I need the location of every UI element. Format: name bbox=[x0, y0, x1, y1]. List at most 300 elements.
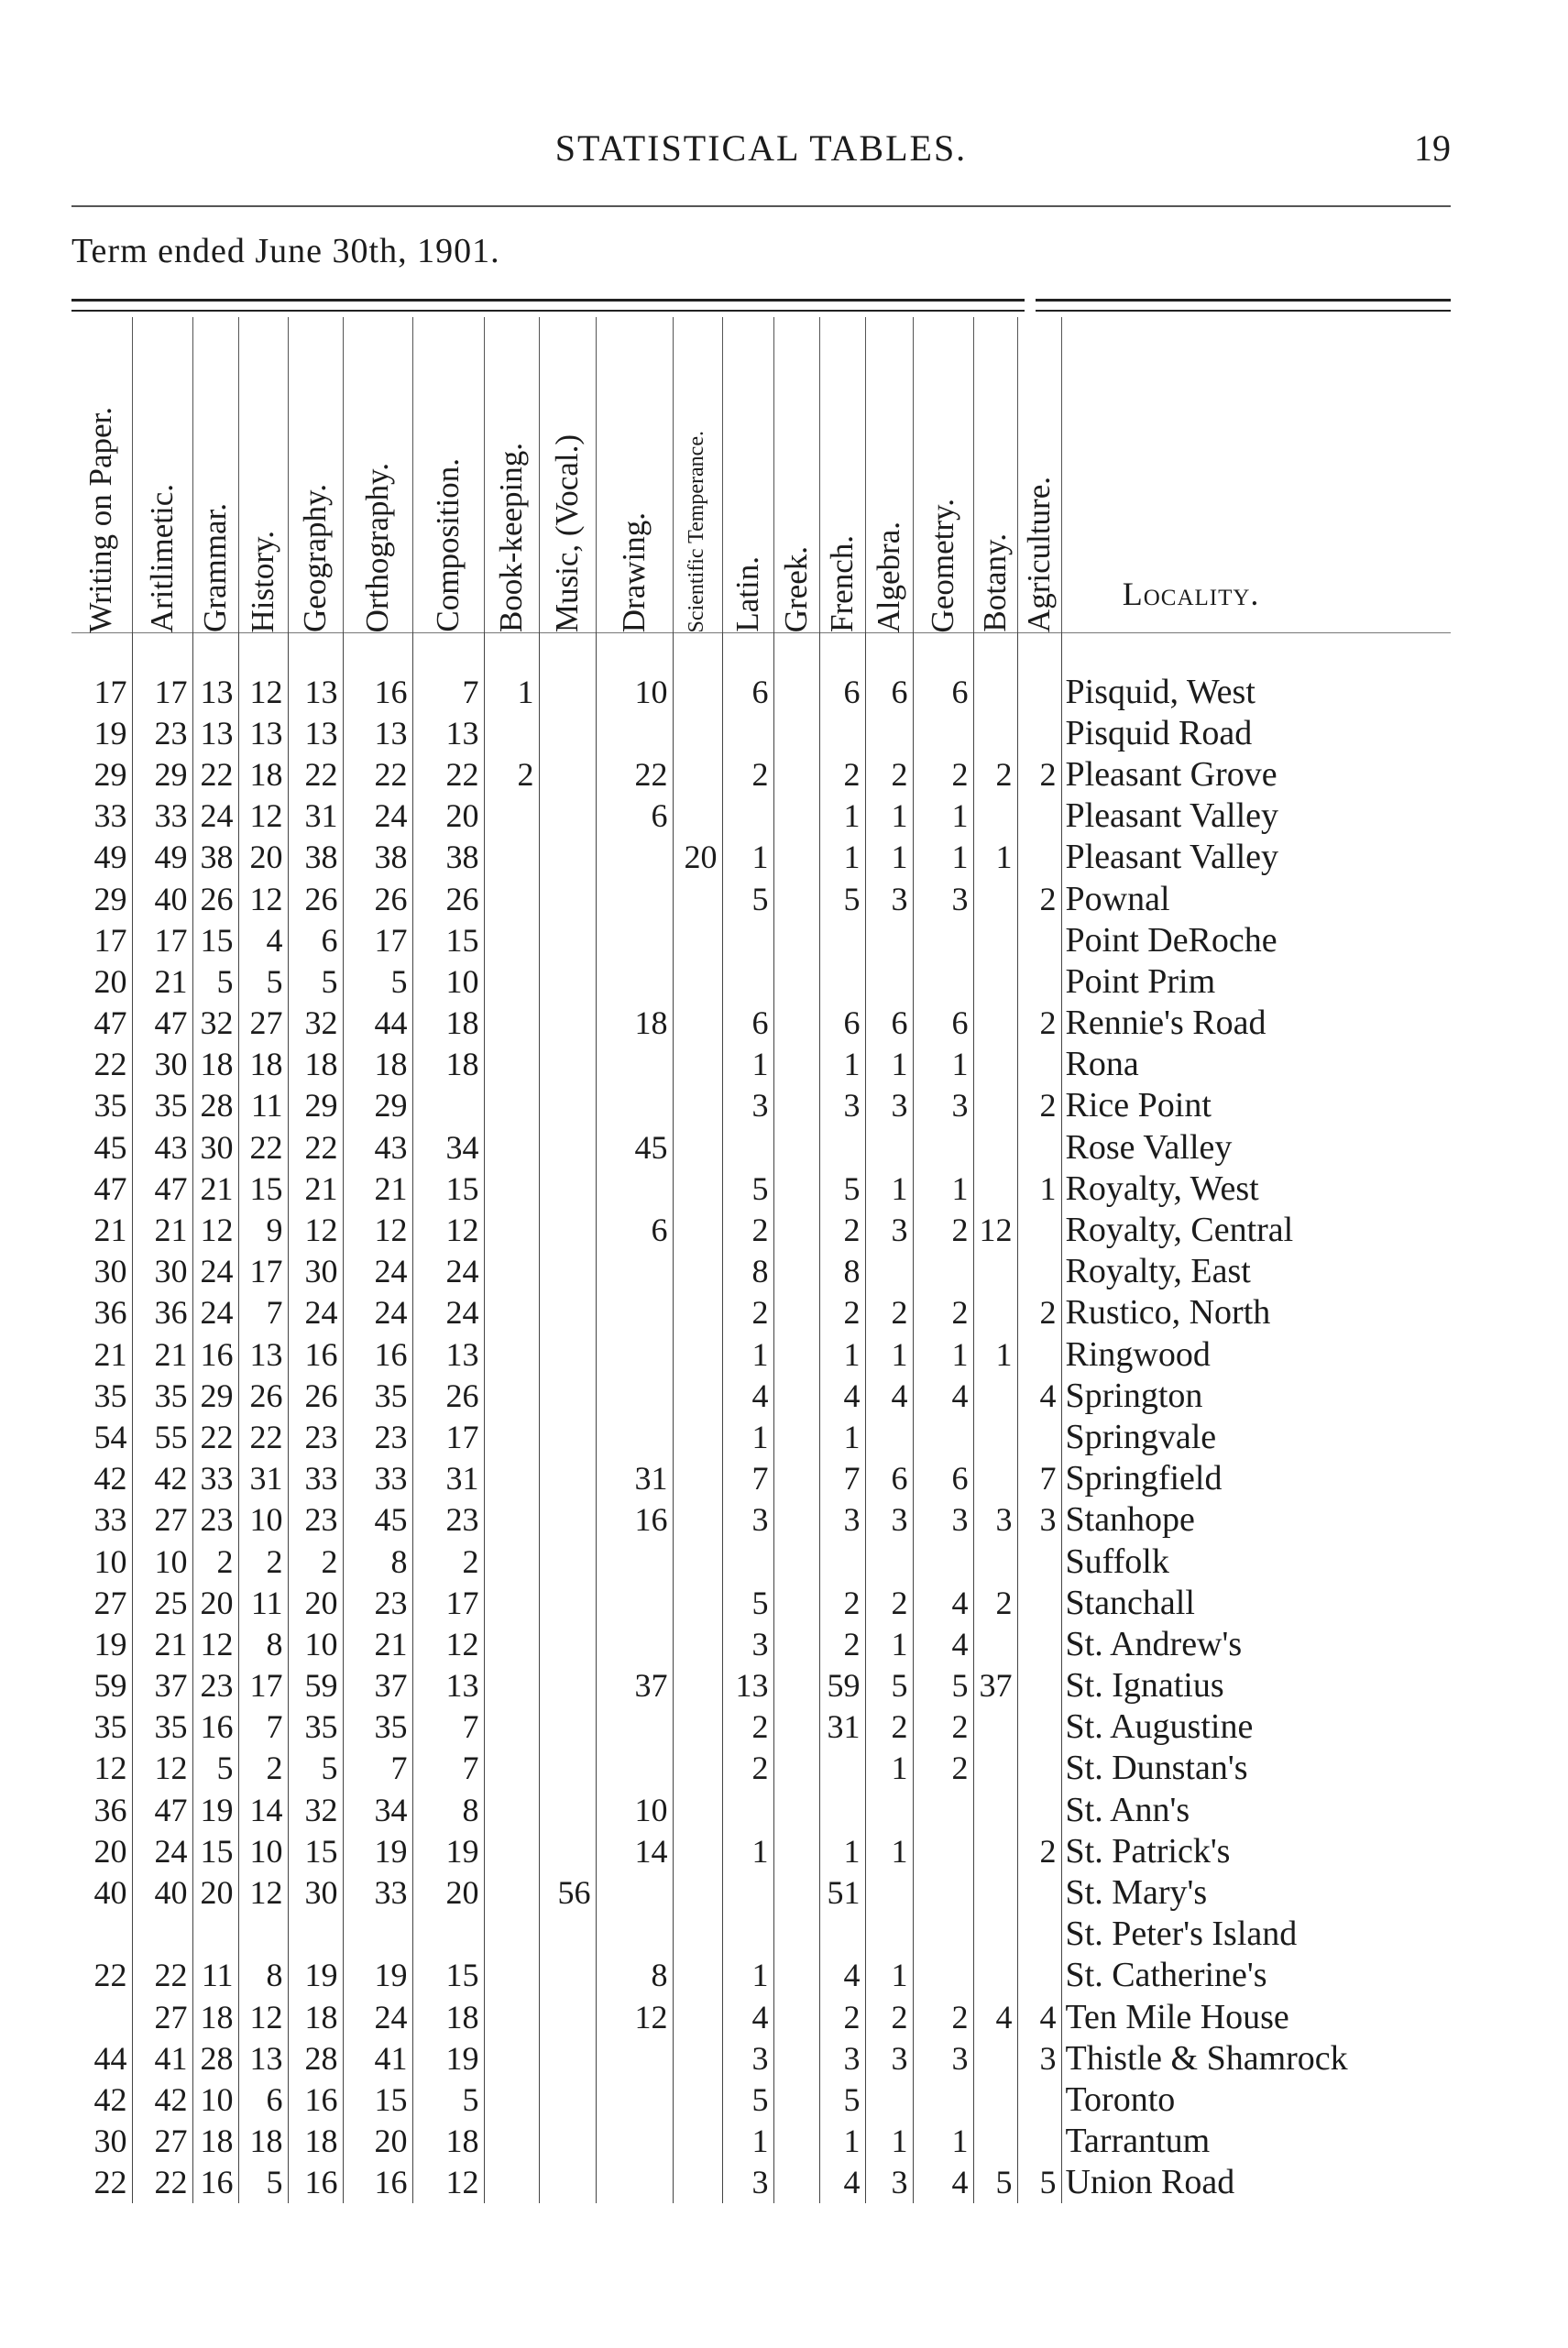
count-cell: 41 bbox=[343, 2037, 412, 2079]
count-cell: 3 bbox=[722, 1499, 773, 1541]
locality-cell: Royalty, Central bbox=[1061, 1209, 1348, 1250]
count-cell bbox=[596, 919, 673, 960]
table-row bbox=[71, 1914, 1348, 1955]
count-cell bbox=[973, 878, 1017, 919]
count-cell bbox=[722, 960, 773, 1002]
count-cell bbox=[673, 1996, 722, 2037]
count-cell: 31 bbox=[412, 1458, 484, 1499]
count-cell: 3 bbox=[865, 1209, 913, 1250]
count-cell bbox=[596, 2162, 673, 2203]
count-cell bbox=[539, 837, 596, 878]
count-cell: 33 bbox=[343, 1458, 412, 1499]
header-rule bbox=[71, 205, 1451, 207]
count-cell: 2 bbox=[1017, 1830, 1061, 1871]
locality-cell: Royalty, East bbox=[1061, 1251, 1348, 1292]
count-cell: 24 bbox=[132, 1830, 192, 1871]
count-cell: 6 bbox=[913, 632, 973, 712]
count-cell bbox=[596, 1333, 673, 1375]
count-cell: 7 bbox=[722, 1458, 773, 1499]
count-cell bbox=[673, 1251, 722, 1292]
locality-cell: Point DeRoche bbox=[1061, 919, 1348, 960]
table-row bbox=[71, 712, 1348, 753]
count-cell: 1 bbox=[913, 795, 973, 837]
count-cell bbox=[1017, 1416, 1061, 1457]
count-cell bbox=[773, 1085, 819, 1126]
count-cell: 21 bbox=[132, 1333, 192, 1375]
count-cell bbox=[673, 1871, 722, 1913]
count-cell: 4 bbox=[819, 1375, 865, 1416]
count-cell bbox=[673, 1582, 722, 1623]
count-cell bbox=[484, 712, 539, 753]
table-row bbox=[71, 2037, 1348, 2079]
count-cell: 54 bbox=[93, 1418, 127, 1455]
count-cell bbox=[722, 1789, 773, 1830]
count-cell bbox=[539, 712, 596, 753]
count-cell bbox=[1017, 1914, 1061, 1955]
count-cell: 35 bbox=[343, 1706, 412, 1748]
count-cell bbox=[539, 1168, 596, 1209]
count-cell: 28 bbox=[288, 2037, 343, 2079]
count-cell: 16 bbox=[343, 2162, 412, 2203]
count-cell: 2 bbox=[722, 1706, 773, 1748]
count-cell: 18 bbox=[288, 1044, 343, 1085]
count-cell: 29 bbox=[93, 755, 127, 793]
count-cell bbox=[132, 1914, 192, 1955]
count-cell: 1 bbox=[865, 1168, 913, 1209]
count-cell bbox=[596, 2079, 673, 2120]
term-caption: Term ended June 30th, 1901. bbox=[71, 232, 500, 270]
count-cell bbox=[596, 1748, 673, 1789]
count-cell: 6 bbox=[865, 1458, 913, 1499]
table-row bbox=[71, 1665, 1348, 1706]
count-cell: 2 bbox=[819, 1209, 865, 1250]
count-cell: 18 bbox=[288, 1996, 343, 2037]
count-cell bbox=[673, 2079, 722, 2120]
count-cell bbox=[722, 1914, 773, 1955]
count-cell bbox=[673, 1541, 722, 1582]
count-cell: 3 bbox=[865, 2037, 913, 2079]
count-cell: 7 bbox=[1017, 1458, 1061, 1499]
count-cell: 51 bbox=[819, 1871, 865, 1913]
count-cell: 22 bbox=[238, 1126, 288, 1168]
count-cell: 40 bbox=[132, 1871, 192, 1913]
count-cell bbox=[539, 1623, 596, 1664]
count-cell: 16 bbox=[192, 2162, 238, 2203]
count-cell: 2 bbox=[1017, 1003, 1061, 1044]
locality-cell: Pisquid Road bbox=[1061, 712, 1348, 753]
count-cell: 6 bbox=[865, 632, 913, 712]
count-cell: 26 bbox=[238, 1375, 288, 1416]
count-cell: 15 bbox=[412, 1168, 484, 1209]
count-cell: 35 bbox=[288, 1706, 343, 1748]
table-row bbox=[71, 1789, 1348, 1830]
count-cell: 4 bbox=[819, 2162, 865, 2203]
count-cell: 2 bbox=[819, 1996, 865, 2037]
count-cell: 21 bbox=[132, 960, 192, 1002]
count-cell bbox=[913, 1914, 973, 1955]
locality-cell: Springton bbox=[1061, 1375, 1348, 1416]
count-cell: 18 bbox=[192, 1996, 238, 2037]
count-cell bbox=[539, 1044, 596, 1085]
count-cell: 10 bbox=[596, 632, 673, 712]
locality-cell: Toronto bbox=[1061, 2079, 1348, 2120]
locality-cell: Stanhope bbox=[1061, 1499, 1348, 1541]
count-cell: 9 bbox=[238, 1209, 288, 1250]
count-cell bbox=[673, 1789, 722, 1830]
count-cell: 22 bbox=[288, 753, 343, 795]
locality-cell: Rose Valley bbox=[1061, 1126, 1348, 1168]
count-cell bbox=[539, 1665, 596, 1706]
locality-cell: Thistle & Shamrock bbox=[1061, 2037, 1348, 2079]
count-cell: 11 bbox=[238, 1085, 288, 1126]
count-cell: 15 bbox=[288, 1830, 343, 1871]
count-cell bbox=[596, 1044, 673, 1085]
count-cell bbox=[773, 1914, 819, 1955]
count-cell: 15 bbox=[343, 2079, 412, 2120]
count-cell: 26 bbox=[288, 878, 343, 919]
count-cell: 1 bbox=[865, 1333, 913, 1375]
table-row bbox=[71, 1871, 1348, 1913]
count-cell bbox=[484, 1003, 539, 1044]
count-cell: 23 bbox=[192, 1499, 238, 1541]
count-cell: 7 bbox=[412, 1748, 484, 1789]
count-cell: 8 bbox=[819, 1251, 865, 1292]
count-cell: 26 bbox=[192, 878, 238, 919]
count-cell bbox=[673, 1955, 722, 1996]
count-cell bbox=[596, 1292, 673, 1333]
count-cell bbox=[596, 1623, 673, 1664]
count-cell bbox=[412, 1085, 484, 1126]
count-cell: 6 bbox=[913, 1003, 973, 1044]
table-row bbox=[71, 2162, 1348, 2203]
count-cell bbox=[973, 632, 1017, 712]
count-cell bbox=[773, 1541, 819, 1582]
locality-cell: Stanchall bbox=[1061, 1582, 1348, 1623]
count-cell: 12 bbox=[973, 1209, 1017, 1250]
count-cell: 1 bbox=[913, 1044, 973, 1085]
count-cell bbox=[973, 1458, 1017, 1499]
count-cell bbox=[539, 2079, 596, 2120]
count-cell bbox=[71, 1914, 132, 1955]
count-cell: 3 bbox=[819, 1085, 865, 1126]
locality-cell: Tarrantum bbox=[1061, 2121, 1348, 2162]
count-cell: 1 bbox=[722, 837, 773, 878]
count-cell: 17 bbox=[343, 919, 412, 960]
count-cell: 12 bbox=[238, 632, 288, 712]
table-row bbox=[71, 1748, 1348, 1789]
count-cell: 3 bbox=[865, 1499, 913, 1541]
count-cell: 1 bbox=[865, 1748, 913, 1789]
count-cell: 12 bbox=[192, 1209, 238, 1250]
count-cell: 24 bbox=[288, 1292, 343, 1333]
count-cell bbox=[722, 1541, 773, 1582]
count-cell bbox=[673, 712, 722, 753]
column-header: Aritlimetic. bbox=[132, 317, 192, 632]
count-cell: 2 bbox=[913, 753, 973, 795]
count-cell: 21 bbox=[132, 1209, 192, 1250]
column-header: Orthography. bbox=[343, 317, 412, 632]
count-cell: 30 bbox=[93, 2123, 127, 2160]
count-cell bbox=[673, 1292, 722, 1333]
count-cell bbox=[773, 1665, 819, 1706]
count-cell bbox=[288, 1914, 343, 1955]
table-row bbox=[71, 753, 1348, 795]
count-cell: 4 bbox=[1017, 1375, 1061, 1416]
count-cell bbox=[484, 1871, 539, 1913]
count-cell: 8 bbox=[238, 1955, 288, 1996]
count-cell bbox=[539, 1789, 596, 1830]
count-cell bbox=[973, 1003, 1017, 1044]
count-cell bbox=[484, 1499, 539, 1541]
count-cell: 59 bbox=[93, 1667, 127, 1705]
count-cell: 16 bbox=[192, 1333, 238, 1375]
count-cell: 32 bbox=[192, 1003, 238, 1044]
count-cell bbox=[484, 2037, 539, 2079]
count-cell: 47 bbox=[132, 1003, 192, 1044]
count-cell bbox=[819, 1789, 865, 1830]
count-cell bbox=[484, 1830, 539, 1871]
locality-cell: Rona bbox=[1061, 1044, 1348, 1085]
count-cell bbox=[539, 1996, 596, 2037]
locality-cell: St. Mary's bbox=[1061, 1871, 1348, 1913]
count-cell: 2 bbox=[865, 1996, 913, 2037]
count-cell: 13 bbox=[192, 712, 238, 753]
count-cell: 8 bbox=[343, 1541, 412, 1582]
count-cell: 33 bbox=[93, 1501, 127, 1539]
count-cell: 4 bbox=[913, 1582, 973, 1623]
locality-cell: Ringwood bbox=[1061, 1333, 1348, 1375]
count-cell bbox=[484, 1168, 539, 1209]
count-cell: 10 bbox=[238, 1499, 288, 1541]
count-cell bbox=[673, 1748, 722, 1789]
count-cell: 38 bbox=[412, 837, 484, 878]
count-cell: 29 bbox=[288, 1085, 343, 1126]
count-cell: 1 bbox=[819, 2121, 865, 2162]
count-cell bbox=[673, 878, 722, 919]
count-cell: 24 bbox=[343, 795, 412, 837]
count-cell bbox=[484, 1292, 539, 1333]
table-row bbox=[71, 1623, 1348, 1664]
column-header: Geography. bbox=[288, 317, 343, 632]
count-cell: 49 bbox=[93, 839, 127, 876]
count-cell: 19 bbox=[192, 1789, 238, 1830]
count-cell bbox=[973, 1748, 1017, 1789]
count-cell bbox=[1017, 2121, 1061, 2162]
count-cell: 5 bbox=[192, 960, 238, 1002]
count-cell: 26 bbox=[343, 878, 412, 919]
count-cell bbox=[539, 1085, 596, 1126]
count-cell bbox=[484, 1126, 539, 1168]
count-cell: 34 bbox=[343, 1789, 412, 1830]
count-cell bbox=[1017, 1209, 1061, 1250]
count-cell bbox=[596, 1706, 673, 1748]
count-cell bbox=[1017, 837, 1061, 878]
count-cell: 2 bbox=[1017, 1292, 1061, 1333]
count-cell: 40 bbox=[93, 1874, 127, 1912]
count-cell: 5 bbox=[722, 1168, 773, 1209]
count-cell: 43 bbox=[343, 1126, 412, 1168]
column-header: Algebra. bbox=[865, 317, 913, 632]
count-cell: 16 bbox=[288, 1333, 343, 1375]
count-cell: 19 bbox=[412, 2037, 484, 2079]
double-rule-left bbox=[71, 299, 1025, 302]
count-cell: 2 bbox=[819, 1623, 865, 1664]
count-cell bbox=[484, 1914, 539, 1955]
count-cell bbox=[673, 1623, 722, 1664]
double-rule-left-lower bbox=[71, 310, 1025, 312]
count-cell bbox=[673, 1333, 722, 1375]
count-cell bbox=[539, 1955, 596, 1996]
count-cell bbox=[484, 1416, 539, 1457]
count-cell: 29 bbox=[192, 1375, 238, 1416]
count-cell: 23 bbox=[132, 712, 192, 753]
count-cell: 4 bbox=[722, 1375, 773, 1416]
count-cell: 24 bbox=[412, 1251, 484, 1292]
column-header: Agriculture. bbox=[1017, 317, 1061, 632]
count-cell: 35 bbox=[93, 1377, 127, 1414]
count-cell bbox=[539, 2037, 596, 2079]
count-cell: 20 bbox=[343, 2121, 412, 2162]
table-row bbox=[71, 1996, 1348, 2037]
count-cell: 35 bbox=[132, 1706, 192, 1748]
locality-cell: St. Catherine's bbox=[1061, 1955, 1348, 1996]
count-cell: 2 bbox=[192, 1541, 238, 1582]
column-header: Composition. bbox=[412, 317, 484, 632]
count-cell: 17 bbox=[93, 921, 127, 959]
count-cell bbox=[973, 1044, 1017, 1085]
count-cell bbox=[484, 1623, 539, 1664]
count-cell bbox=[1017, 712, 1061, 753]
count-cell: 19 bbox=[93, 714, 127, 752]
count-cell: 2 bbox=[819, 1582, 865, 1623]
count-cell: 18 bbox=[412, 2121, 484, 2162]
count-cell bbox=[673, 1914, 722, 1955]
locality-cell: Rice Point bbox=[1061, 1085, 1348, 1126]
count-cell: 4 bbox=[238, 919, 288, 960]
count-cell bbox=[865, 1251, 913, 1292]
count-cell bbox=[773, 2037, 819, 2079]
count-cell bbox=[773, 1789, 819, 1830]
count-cell: 22 bbox=[192, 753, 238, 795]
count-cell bbox=[973, 1292, 1017, 1333]
table-row bbox=[71, 632, 1348, 712]
count-cell bbox=[973, 1085, 1017, 1126]
count-cell: 19 bbox=[343, 1955, 412, 1996]
count-cell bbox=[673, 1044, 722, 1085]
count-cell bbox=[673, 960, 722, 1002]
count-cell bbox=[673, 1126, 722, 1168]
count-cell: 22 bbox=[343, 753, 412, 795]
count-cell bbox=[238, 1914, 288, 1955]
count-cell bbox=[596, 1375, 673, 1416]
count-cell: 7 bbox=[343, 1748, 412, 1789]
count-cell: 36 bbox=[132, 1292, 192, 1333]
count-cell: 38 bbox=[192, 837, 238, 878]
count-cell bbox=[773, 1623, 819, 1664]
count-cell: 3 bbox=[722, 2037, 773, 2079]
count-cell: 2 bbox=[484, 753, 539, 795]
count-cell: 3 bbox=[819, 2037, 865, 2079]
count-cell bbox=[484, 1955, 539, 1996]
count-cell: 35 bbox=[132, 1375, 192, 1416]
count-cell bbox=[973, 1789, 1017, 1830]
count-cell: 41 bbox=[132, 2037, 192, 2079]
count-cell: 2 bbox=[913, 1292, 973, 1333]
count-cell bbox=[539, 1375, 596, 1416]
count-cell bbox=[973, 1830, 1017, 1871]
table-body bbox=[71, 632, 1348, 2203]
count-cell bbox=[484, 919, 539, 960]
count-cell bbox=[539, 960, 596, 1002]
count-cell: 6 bbox=[819, 1003, 865, 1044]
count-cell: 36 bbox=[93, 1294, 127, 1332]
count-cell: 24 bbox=[192, 1251, 238, 1292]
count-cell: 32 bbox=[288, 1789, 343, 1830]
count-cell bbox=[673, 2037, 722, 2079]
count-cell: 20 bbox=[412, 1871, 484, 1913]
count-cell: 37 bbox=[132, 1665, 192, 1706]
count-cell bbox=[773, 1044, 819, 1085]
count-cell bbox=[773, 1830, 819, 1871]
column-header: Greek. bbox=[773, 317, 819, 632]
count-cell bbox=[913, 960, 973, 1002]
count-cell: 15 bbox=[412, 1955, 484, 1996]
count-cell bbox=[596, 1085, 673, 1126]
count-cell: 22 bbox=[132, 1955, 192, 1996]
count-cell bbox=[773, 1706, 819, 1748]
count-cell: 10 bbox=[132, 1541, 192, 1582]
table-row bbox=[71, 1251, 1348, 1292]
count-cell: 1 bbox=[865, 1955, 913, 1996]
count-cell: 59 bbox=[288, 1665, 343, 1706]
count-cell: 12 bbox=[238, 1996, 288, 2037]
count-cell bbox=[819, 1126, 865, 1168]
count-cell: 4 bbox=[913, 1375, 973, 1416]
count-cell bbox=[973, 1623, 1017, 1664]
count-cell: 18 bbox=[412, 1044, 484, 1085]
count-cell: 24 bbox=[192, 1292, 238, 1333]
table-row bbox=[71, 1292, 1348, 1333]
count-cell: 49 bbox=[132, 837, 192, 878]
count-cell: 14 bbox=[238, 1789, 288, 1830]
count-cell: 22 bbox=[192, 1416, 238, 1457]
count-cell: 8 bbox=[238, 1623, 288, 1664]
count-cell bbox=[973, 1126, 1017, 1168]
count-cell: 28 bbox=[192, 2037, 238, 2079]
count-cell bbox=[484, 837, 539, 878]
count-cell: 27 bbox=[132, 2121, 192, 2162]
table-row bbox=[71, 1044, 1348, 1085]
count-cell bbox=[539, 1499, 596, 1541]
count-cell: 2 bbox=[819, 753, 865, 795]
count-cell bbox=[484, 1375, 539, 1416]
count-cell: 22 bbox=[238, 1416, 288, 1457]
count-cell: 42 bbox=[93, 2080, 127, 2118]
locality-cell: St. Patrick's bbox=[1061, 1830, 1348, 1871]
count-cell bbox=[913, 1126, 973, 1168]
count-cell: 6 bbox=[819, 632, 865, 712]
count-cell bbox=[596, 837, 673, 878]
count-cell bbox=[819, 712, 865, 753]
locality-cell: Suffolk bbox=[1061, 1541, 1348, 1582]
count-cell: 5 bbox=[288, 1748, 343, 1789]
count-cell bbox=[539, 1706, 596, 1748]
count-cell bbox=[484, 2162, 539, 2203]
count-cell: 35 bbox=[93, 1708, 127, 1746]
count-cell bbox=[484, 2079, 539, 2120]
count-cell bbox=[1017, 2079, 1061, 2120]
count-cell: 18 bbox=[596, 1003, 673, 1044]
